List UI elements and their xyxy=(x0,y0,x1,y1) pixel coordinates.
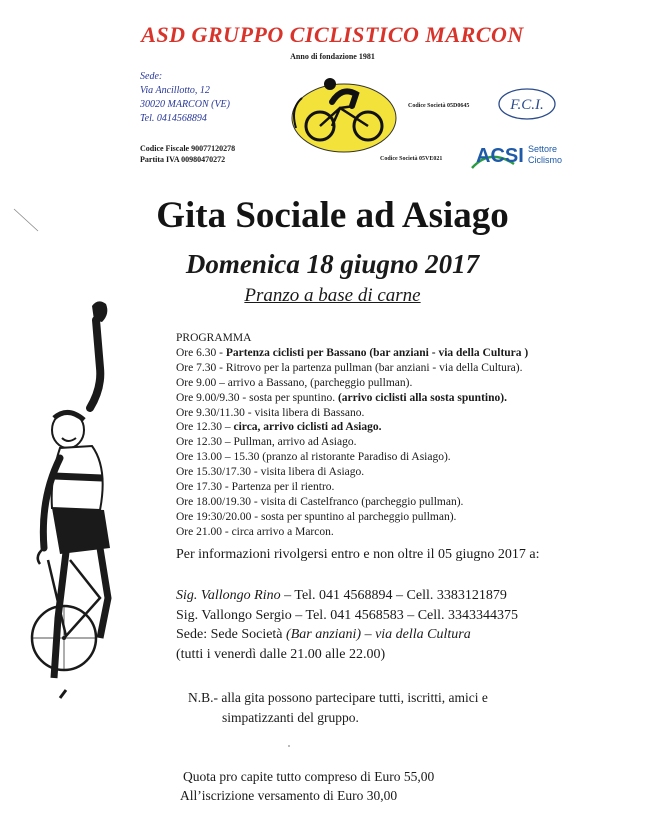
seat-phone: Tel. 0414568894 xyxy=(140,113,207,124)
event-date: Domenica 18 giugno 2017 xyxy=(185,249,480,279)
program-item-time: Ore 7.30 - xyxy=(176,361,226,374)
nb-line-1: N.B.- alla gita possono partecipare tutti, iscritti, amici e xyxy=(188,690,488,705)
program-item-time: Ore 6.30 - xyxy=(176,346,226,359)
contact-rino-name: Sig. Vallongo Rino xyxy=(176,588,281,603)
program-list xyxy=(176,331,528,540)
club-name: ASD GRUPPO CICLISTICO MARCON xyxy=(141,22,524,47)
contact-seat xyxy=(176,625,518,645)
fci-logo-text: F.C.I. xyxy=(510,97,544,113)
contact-sergio: Sig. Vallongo Sergio – Tel. 041 4568583 – Cell. 3343344375 xyxy=(176,607,519,623)
nb-note xyxy=(188,688,488,727)
acsi-logo-text: ACSI xyxy=(476,145,524,167)
contact-hours: (tutti i venerdì dalle 21.00 alle 22.00) xyxy=(176,646,386,662)
scan-dot xyxy=(288,745,290,747)
program-item-text: visita di Castelfranco (parcheggio pullman). xyxy=(260,495,464,508)
seat-street: Via Ancillotto, 12 xyxy=(140,85,210,96)
program-item xyxy=(176,376,528,391)
program-item-time: Ore 12.30 – xyxy=(176,421,234,434)
program-item-text: visita libera di Bassano. xyxy=(254,406,365,419)
program-item xyxy=(176,406,528,421)
fiscal-info xyxy=(140,143,235,165)
nb-line-2: simpatizzanti del gruppo. xyxy=(222,709,359,725)
program-item xyxy=(176,435,528,450)
program-item-text: sosta per spuntino. xyxy=(249,391,338,404)
program-item-text: visita libera di Asiago. xyxy=(260,466,365,479)
club-emblem-icon xyxy=(282,68,402,158)
fiscal-code: Codice Fiscale 90077120278 xyxy=(140,144,236,153)
program-item xyxy=(176,495,528,510)
acsi-logo-icon xyxy=(470,138,568,174)
acsi-code: Codice Società 05VE021 xyxy=(380,156,443,162)
seat-address xyxy=(140,70,230,126)
program-item-time: Ore 21.00 - xyxy=(176,525,232,538)
program-item-time: Ore 12.30 – xyxy=(176,436,234,449)
program-item xyxy=(176,510,528,525)
contacts-block xyxy=(176,586,518,664)
program-item-time: Ore 15.30/17.30 - xyxy=(176,466,261,479)
program-item-time: Ore 9.30/11.30 - xyxy=(176,406,255,419)
page-title: Gita Sociale ad Asiago xyxy=(156,195,509,236)
seat-label: Sede: xyxy=(140,71,163,82)
program-item-time: Ore 9.00 – xyxy=(176,376,228,389)
program-item-text: circa arrivo a Marcon. xyxy=(231,525,334,538)
lunch-note: Pranzo a base di carne xyxy=(244,285,421,306)
program-item-time: Ore 19:30/20.00 - xyxy=(176,510,261,523)
fci-code: Codice Società 05D0645 xyxy=(408,103,470,109)
program-item-text: arrivo a Bassano, (parcheggio pullman). xyxy=(227,376,413,389)
program-item xyxy=(176,465,528,480)
cyclist-illustration-icon xyxy=(30,298,150,708)
program-item-time: Ore 17.30 - xyxy=(176,481,232,494)
program-item xyxy=(176,420,528,435)
program-item-time: Ore 13.00 – xyxy=(176,451,234,464)
info-text: Per informazioni rivolgersi entro e non oltre il 05 giugno 2017 a: xyxy=(176,547,540,562)
vat-number: Partita IVA 00980470272 xyxy=(140,155,226,164)
program-item-text: Pullman, arrivo ad Asiago. xyxy=(233,436,357,449)
seat-city: 30020 MARCON (VE) xyxy=(140,99,230,110)
program-item xyxy=(176,480,528,495)
contact-seat-place: (Bar anziani) – via della Cultura xyxy=(286,627,471,642)
acsi-sub-ciclismo: Ciclismo xyxy=(528,155,563,165)
program-item xyxy=(176,525,528,540)
program-item-text: Partenza per il rientro. xyxy=(231,481,335,494)
program-item-text: circa, arrivo ciclisti ad Asiago. xyxy=(233,421,382,434)
program-item-text: 15.30 (pranzo al ristorante Paradiso di Asiago). xyxy=(233,451,451,464)
program-item-time: Ore 18.00/19.30 - xyxy=(176,495,261,508)
program-item-text: Partenza ciclisti per Bassano (bar anziani - via della Cultura ) xyxy=(225,346,529,359)
contact-rino xyxy=(176,586,518,606)
quota-total: Quota pro capite tutto compreso di Euro 55,00 xyxy=(183,769,435,784)
program-item-extra: (arrivo ciclisti alla sosta spuntino). xyxy=(337,391,507,404)
quota-deposit: All’iscrizione versamento di Euro 30,00 xyxy=(180,788,398,803)
contact-rino-phones: – Tel. 041 4568894 – Cell. 3383121879 xyxy=(280,588,507,603)
program-item xyxy=(176,450,528,465)
fci-logo-icon xyxy=(497,86,557,122)
contact-seat-label: Sede: Sede Società xyxy=(176,627,287,642)
program-item-text: sosta per spuntino al parcheggio pullman). xyxy=(260,510,457,523)
quota-block xyxy=(180,767,434,805)
acsi-sub-settore: Settore xyxy=(528,144,558,154)
program-item-time: Ore 9.00/9.30 - xyxy=(176,391,250,404)
program-item xyxy=(176,391,528,406)
program-item-text: Ritrovo per la partenza pullman (bar anziani - via della Cultura). xyxy=(225,361,523,374)
program-heading: PROGRAMMA xyxy=(176,332,252,344)
founded-year: Anno di fondazione 1981 xyxy=(290,52,375,61)
program-item xyxy=(176,346,528,361)
program-item xyxy=(176,361,528,376)
